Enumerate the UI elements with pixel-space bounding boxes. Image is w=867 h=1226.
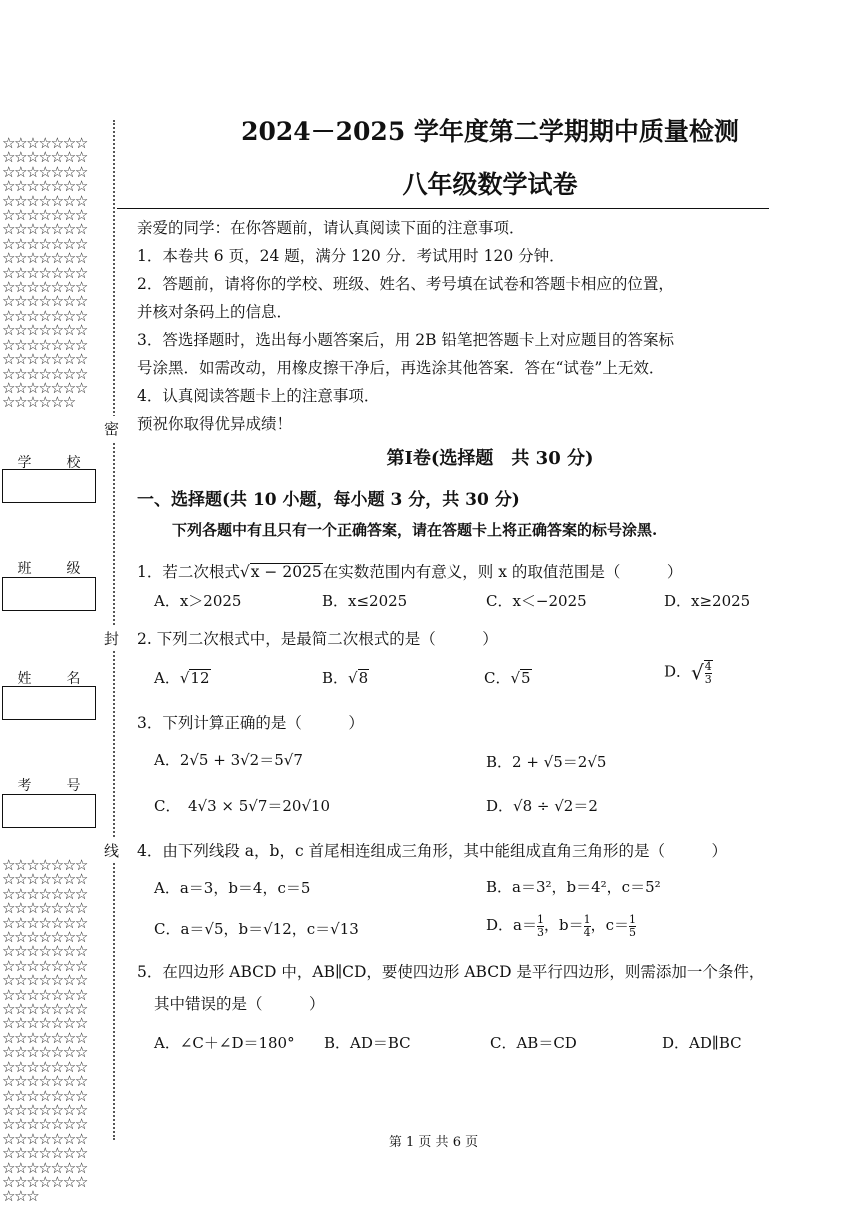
exam-title: 2024－2025 学年度第二学期期中质量检测 <box>241 117 739 146</box>
q5-option-b: B．AD＝BC <box>324 1034 411 1052</box>
seal-char-mi: 密 <box>104 416 119 441</box>
q1-option-d: D．x≥2025 <box>664 592 751 610</box>
seal-char-xian: 线 <box>104 838 119 863</box>
question-2-stem: 2. 下列二次根式中，是最简二次根式的是（ ） <box>137 630 498 648</box>
q3-option-c: C． 4√3 × 5√7＝20√10 <box>154 797 331 815</box>
note-line: 预祝你取得优异成绩！ <box>137 415 293 433</box>
q5-option-d: D．AD∥BC <box>662 1034 742 1052</box>
exam-number-label: 考 号 <box>17 778 81 794</box>
section-title: 第Ⅰ卷(选择题 共 30 分) <box>386 448 594 469</box>
class-field[interactable] <box>2 577 96 611</box>
q4-option-a: A．a＝3，b＝4，c＝5 <box>154 879 311 897</box>
question-3-stem: 3．下列计算正确的是（ ） <box>137 714 364 732</box>
q2-option-b: B．√8 <box>322 669 369 687</box>
exam-number-field[interactable] <box>2 794 96 828</box>
section-instruction: 下列各题中有且只有一个正确答案，请在答题卡上将正确答案的标号涂黑. <box>172 521 658 539</box>
note-line: 3．答选择题时，选出每小题答案后，用 2B 铅笔把答题卡上对应题目的答案标 <box>137 331 674 349</box>
note-line: 1．本卷共 6 页，24 题，满分 120 分．考试用时 120 分钟． <box>137 247 565 265</box>
q4-option-d: D．a＝ $\frac{1}{3}$ ，b＝ $\frac{1}{4}$ ，c＝ $\frac{1}{5}$ <box>486 913 636 939</box>
note-line: 号涂黑．如需改动，用橡皮擦干净后，再选涂其他答案．答在“试卷”上无效． <box>137 359 665 377</box>
q3-option-a: A．2√5 + 3√2＝5√7 <box>154 751 303 769</box>
q3-option-b: B．2 + √5＝2√5 <box>486 753 607 771</box>
question-4-stem: 4．由下列线段 a，b，c 首尾相连组成三角形，其中能组成直角三角形的是（ ） <box>137 842 728 860</box>
note-line: 并核对条码上的信息． <box>137 303 293 321</box>
page-number: 第 1 页 共 6 页 <box>388 1135 479 1150</box>
q5-option-a: A．∠C＋∠D＝180° <box>154 1034 295 1052</box>
q1-option-c: C．x＜−2025 <box>486 592 587 610</box>
q4-option-c: C．a＝√5，b＝√12，c＝√13 <box>154 920 359 938</box>
star-border-top: ☆☆☆☆☆☆☆☆☆☆☆☆☆☆☆☆☆☆☆☆☆☆☆☆☆☆☆☆☆☆☆☆☆☆☆☆☆☆☆☆☆☆☆☆☆☆☆☆☆☆☆☆☆☆☆☆☆☆☆☆☆☆☆☆☆☆☆☆☆☆☆☆☆☆☆☆☆☆☆☆☆☆☆☆☆☆☆☆☆☆☆☆☆☆☆☆☆☆☆☆☆☆☆☆☆☆☆☆☆☆☆☆☆☆☆☆☆☆☆☆☆☆☆☆☆☆☆☆☆☆☆☆ <box>2 134 88 412</box>
q2-option-a: A．√12 <box>154 669 210 687</box>
notes-block <box>137 214 777 438</box>
q2-option-c: C．√5 <box>484 669 531 687</box>
note-line: 2．答题前，请将你的学校、班级、姓名、考号填在试卷和答题卡相应的位置， <box>137 275 674 293</box>
school-label: 学 校 <box>17 455 81 471</box>
q1-option-b: B．x≤2025 <box>322 592 408 610</box>
question-5-stem-line-1: 5．在四边形 ABCD 中，AB∥CD，要使四边形 ABCD 是平行四边形，则需添加一个条件， <box>137 963 765 981</box>
name-label: 姓 名 <box>17 671 81 687</box>
note-line: 4．认真阅读答题卡上的注意事项． <box>137 387 380 405</box>
name-field[interactable] <box>2 686 96 720</box>
question-5-stem-line-2: 其中错误的是（ ） <box>154 995 325 1013</box>
school-field[interactable] <box>2 469 96 503</box>
q1-option-a: A．x＞2025 <box>154 592 242 610</box>
class-label: 班 级 <box>17 561 81 577</box>
header-divider <box>117 208 769 209</box>
q5-option-c: C．AB＝CD <box>490 1034 577 1052</box>
part-heading: 一、选择题(共 10 小题，每小题 3 分，共 30 分) <box>137 490 520 510</box>
q2-option-d: D．√ $\frac{4}{3}$ <box>664 660 712 686</box>
q4-option-b: B．a＝3²，b＝4²，c＝5² <box>486 878 661 896</box>
q3-option-d: D．√8 ÷ √2＝2 <box>486 797 598 815</box>
seal-char-feng: 封 <box>104 626 119 651</box>
exam-subtitle: 八年级数学试卷 <box>402 170 578 199</box>
question-1-stem: 1．若二次根式√x − 2025在实数范围内有意义，则 x 的取值范围是（ ） <box>137 563 683 581</box>
note-line: 亲爱的同学：在你答题前，请认真阅读下面的注意事项． <box>137 219 525 237</box>
star-border-bottom: ☆☆☆☆☆☆☆☆☆☆☆☆☆☆☆☆☆☆☆☆☆☆☆☆☆☆☆☆☆☆☆☆☆☆☆☆☆☆☆☆☆☆☆☆☆☆☆☆☆☆☆☆☆☆☆☆☆☆☆☆☆☆☆☆☆☆☆☆☆☆☆☆☆☆☆☆☆☆☆☆☆☆☆☆☆☆☆☆☆☆☆☆☆☆☆☆☆☆☆☆☆☆☆☆☆☆☆☆☆☆☆☆☆☆☆☆☆☆☆☆☆☆☆☆☆☆☆☆☆☆☆☆☆☆☆☆☆☆☆☆☆☆☆☆☆☆☆☆☆☆☆☆☆☆☆☆☆☆☆☆☆☆☆☆ <box>2 856 88 1206</box>
